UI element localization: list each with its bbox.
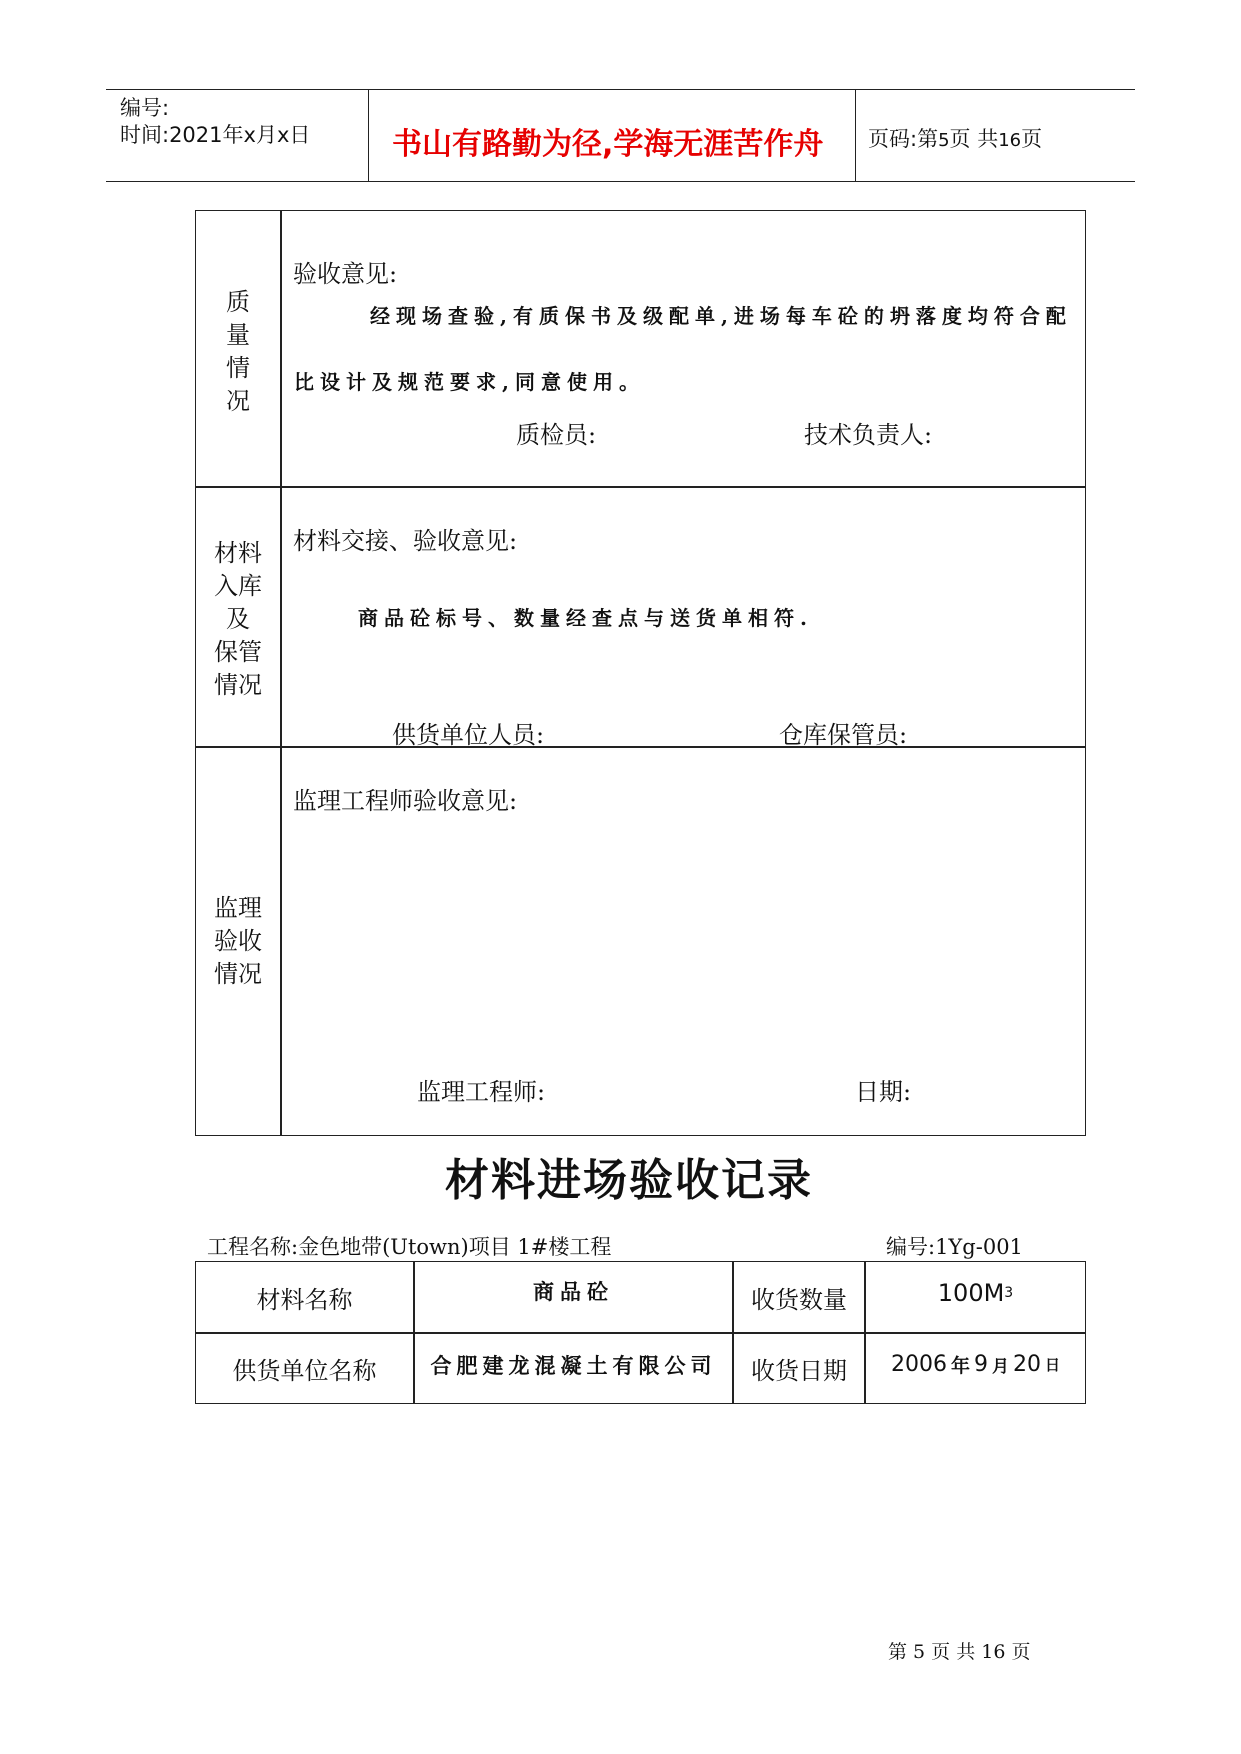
supplier-label: 供货单位名称 — [232, 1357, 377, 1385]
supervision-label-line: 监理 — [214, 894, 262, 922]
storage-label-line: 及 — [226, 605, 250, 633]
supplier-value: 合肥建龙混凝土有限公司 — [430, 1352, 717, 1378]
supervision-label-line: 验收 — [214, 927, 262, 955]
storage-label-line: 材料 — [214, 539, 262, 567]
header-time: 时间:2021年x月x日 — [120, 123, 311, 147]
quantity-label: 收货数量 — [751, 1285, 847, 1314]
header-page-info — [868, 123, 1042, 153]
quality-remark-line-2: 比设计及规范要求,同意使用。 — [294, 370, 645, 394]
quality-label-line: 质 — [226, 288, 250, 316]
receipt-date-value — [866, 1330, 1085, 1399]
quality-remark-line-1: 经现场查验,有质保书及级配单,进场每车砼的坍落度均符合配 — [370, 304, 1072, 328]
storage-label-line: 情况 — [214, 671, 262, 699]
material-name-label: 材料名称 — [256, 1285, 353, 1314]
quantity-number: 100M — [937, 1279, 1005, 1307]
storage-warehouse-keeper-signature: 仓库保管员: — [779, 721, 908, 749]
material-name-value: 商品砼 — [533, 1279, 614, 1304]
quality-heading: 验收意见: — [293, 260, 398, 288]
record-project-name: 工程名称:金色地带(Utown)项目 1#楼工程 — [207, 1235, 612, 1259]
header-page-end: 页 — [1021, 127, 1043, 151]
storage-remark: 商品砼标号、数量经查点与送货单相符. — [358, 606, 813, 630]
page-footer: 第 5 页 共 16 页 — [888, 1641, 1031, 1663]
supervision-label-line: 情况 — [214, 960, 262, 988]
header-bottom-rule — [106, 181, 1135, 182]
inspection-table-column-divider — [280, 210, 282, 1136]
supervision-section-label — [196, 892, 280, 991]
header-divider-left — [368, 89, 369, 182]
quality-label-line: 情 — [226, 354, 250, 382]
supervision-heading: 监理工程师验收意见: — [293, 787, 518, 815]
header-number-label: 编号: — [120, 96, 170, 120]
quantity-unit-exponent: 3 — [1004, 1285, 1014, 1301]
header-page-mid: 页 共 — [949, 127, 999, 151]
storage-supplier-staff-signature: 供货单位人员: — [392, 721, 545, 749]
storage-section-label — [196, 537, 280, 702]
receipt-date-day-unit: 日 — [1045, 1356, 1061, 1374]
receipt-date-year: 2006 — [890, 1352, 947, 1377]
storage-label-line: 保管 — [214, 638, 262, 666]
header-page-label: 页码:第 — [868, 127, 939, 151]
receipt-date-label: 收货日期 — [751, 1357, 847, 1385]
receipt-date-month: 9 — [974, 1352, 988, 1377]
quality-label-line: 况 — [226, 387, 250, 415]
receipt-date-month-unit: 月 — [992, 1357, 1009, 1377]
record-title: 材料进场验收记录 — [445, 1155, 813, 1206]
header-top-rule — [106, 89, 1135, 90]
storage-heading: 材料交接、验收意见: — [293, 527, 518, 555]
quality-section-label — [196, 286, 280, 418]
header-page-total: 16 — [998, 130, 1022, 151]
quality-inspector-signature: 质检员: — [516, 421, 597, 449]
receipt-date-year-unit: 年 — [950, 1355, 970, 1377]
supervision-date: 日期: — [855, 1078, 912, 1106]
header-motto: 书山有路勤为径,学海无涯苦作舟 — [392, 127, 824, 162]
storage-label-line: 入库 — [214, 572, 262, 600]
receipt-date-day: 20 — [1013, 1352, 1041, 1377]
supervision-engineer-signature: 监理工程师: — [417, 1078, 546, 1106]
inspection-table-row-divider-2 — [195, 746, 1086, 748]
quality-tech-lead-signature: 技术负责人: — [804, 421, 933, 449]
record-code: 编号:1Yg-001 — [886, 1235, 1023, 1259]
quality-label-line: 量 — [226, 321, 250, 349]
inspection-table-row-divider-1 — [195, 486, 1086, 488]
header-divider-right — [855, 89, 856, 182]
header-page-num: 5 — [938, 130, 950, 151]
quantity-value — [866, 1258, 1085, 1328]
inspection-table — [195, 210, 1086, 1136]
